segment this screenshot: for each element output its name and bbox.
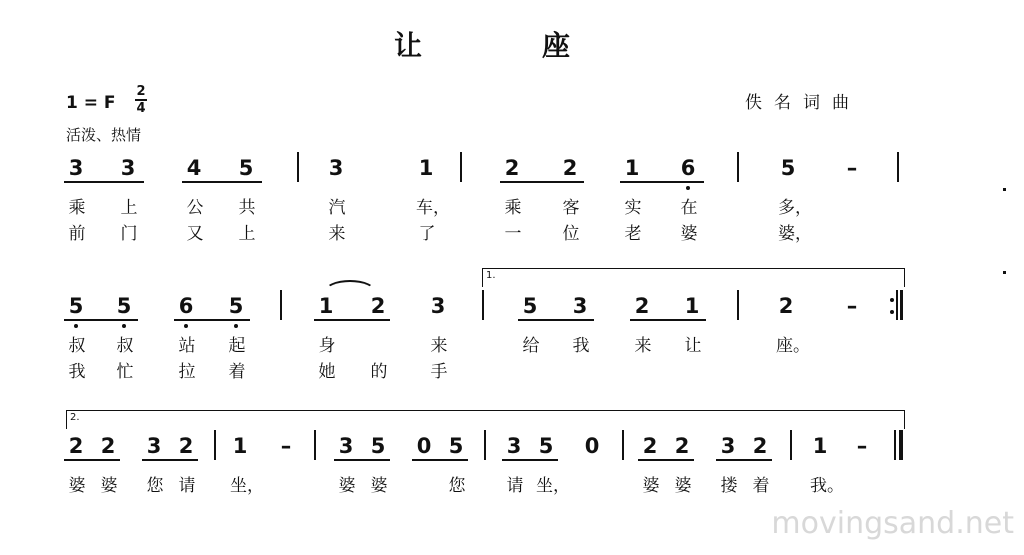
lyric: 婆， <box>778 224 812 244</box>
eighth-underline <box>64 181 144 183</box>
note: 5 <box>68 294 84 318</box>
barline <box>297 152 299 182</box>
note: 3 <box>506 434 522 458</box>
lyric: 共 <box>238 198 256 218</box>
lyric: 车， <box>416 198 450 218</box>
note: 3 <box>68 156 84 180</box>
lyric: 了 <box>418 224 436 244</box>
barline <box>896 290 898 320</box>
note: 2 <box>752 434 768 458</box>
lyric: 实 <box>624 198 642 218</box>
lyric: 门 <box>120 224 138 244</box>
note: 3 <box>328 156 344 180</box>
eighth-underline <box>518 319 594 321</box>
lyric: 老 <box>624 224 642 244</box>
scan-mark <box>1003 271 1006 274</box>
lyric: 一 <box>504 224 522 244</box>
lyric: 请 <box>178 476 196 496</box>
note: 5 <box>448 434 464 458</box>
eighth-underline <box>620 181 704 183</box>
lyric: 给 <box>522 336 540 356</box>
lyric: 乘 <box>68 198 86 218</box>
barline <box>460 152 462 182</box>
note: 3 <box>120 156 136 180</box>
eighth-underline <box>716 459 772 461</box>
low-octave-dot <box>234 324 238 328</box>
eighth-underline <box>314 319 390 321</box>
slur <box>324 280 376 292</box>
note: 2 <box>100 434 116 458</box>
second-ending-bracket <box>66 410 905 429</box>
repeat-dot <box>890 310 894 314</box>
lyric: 起 <box>228 336 246 356</box>
note: 4 <box>186 156 202 180</box>
final-barline <box>899 430 903 460</box>
note: 5 <box>228 294 244 318</box>
lyric: 站 <box>178 336 196 356</box>
lyric: 来 <box>634 336 652 356</box>
barline <box>894 430 896 460</box>
lyric: 叔 <box>116 336 134 356</box>
key-signature: 1 = F <box>66 93 116 113</box>
note: 2 <box>634 294 650 318</box>
lyric: 您 <box>448 476 466 496</box>
lyric: 我。 <box>810 476 844 496</box>
author-credit: 佚名词曲 <box>745 93 861 113</box>
eighth-underline <box>502 459 558 461</box>
title-char-1: 让 <box>394 29 423 62</box>
note: 5 <box>238 156 254 180</box>
lyric: 婆 <box>100 476 118 496</box>
barline <box>314 430 316 460</box>
eighth-underline <box>500 181 584 183</box>
lyric: 的 <box>370 362 388 382</box>
lyric: 手 <box>430 362 448 382</box>
lyric: 前 <box>68 224 86 244</box>
lyric: 婆 <box>680 224 698 244</box>
lyric: 位 <box>562 224 580 244</box>
lyric: 婆 <box>642 476 660 496</box>
repeat-dot <box>890 298 894 302</box>
lyric: 汽 <box>328 198 346 218</box>
title-char-2: 座 <box>542 29 571 62</box>
note: 2 <box>370 294 386 318</box>
barline <box>482 290 484 320</box>
note: 3 <box>572 294 588 318</box>
low-octave-dot <box>74 324 78 328</box>
note: 6 <box>178 294 194 318</box>
lyric: 着 <box>228 362 246 382</box>
note: 2 <box>642 434 658 458</box>
first-ending-bracket <box>482 268 905 287</box>
lyric: 让 <box>684 336 702 356</box>
note: 1 <box>812 434 828 458</box>
barline <box>790 430 792 460</box>
lyric: 我 <box>572 336 590 356</box>
eighth-underline <box>334 459 390 461</box>
barline <box>737 152 739 182</box>
note: 0 <box>416 434 432 458</box>
lyric: 上 <box>120 198 138 218</box>
note: 2 <box>68 434 84 458</box>
eighth-underline <box>182 181 262 183</box>
lyric: 乘 <box>504 198 522 218</box>
barline <box>622 430 624 460</box>
lyric: 我 <box>68 362 86 382</box>
lyric: 请 <box>506 476 524 496</box>
eighth-underline <box>142 459 198 461</box>
repeat-barline <box>900 290 903 320</box>
lyric: 多， <box>778 198 812 218</box>
low-octave-dot <box>122 324 126 328</box>
lyric: 身 <box>318 336 336 356</box>
barline <box>737 290 739 320</box>
dash: – <box>846 294 858 318</box>
eighth-underline <box>64 319 138 321</box>
scan-mark <box>1003 188 1006 191</box>
barline <box>897 152 899 182</box>
note: 5 <box>116 294 132 318</box>
first-ending-label: 1. <box>486 270 496 281</box>
low-octave-dot <box>686 186 690 190</box>
lyric: 搂 <box>720 476 738 496</box>
lyric: 着 <box>752 476 770 496</box>
dash: – <box>856 434 868 458</box>
note: 2 <box>674 434 690 458</box>
lyric: 来 <box>328 224 346 244</box>
note: 3 <box>720 434 736 458</box>
note: 1 <box>624 156 640 180</box>
note: 5 <box>780 156 796 180</box>
low-octave-dot <box>184 324 188 328</box>
lyric: 公 <box>186 198 204 218</box>
barline <box>214 430 216 460</box>
tempo-marking: 活泼、热情 <box>66 126 142 144</box>
eighth-underline <box>64 459 120 461</box>
lyric: 叔 <box>68 336 86 356</box>
lyric: 婆 <box>674 476 692 496</box>
time-signature-top: 2 <box>136 84 146 99</box>
note: 1 <box>418 156 434 180</box>
lyric: 忙 <box>116 362 134 382</box>
second-ending-label: 2. <box>70 412 80 423</box>
note: 3 <box>430 294 446 318</box>
note: 2 <box>562 156 578 180</box>
lyric: 拉 <box>178 362 196 382</box>
lyric: 婆 <box>370 476 388 496</box>
note: 1 <box>318 294 334 318</box>
lyric: 座。 <box>776 336 810 356</box>
note: 3 <box>338 434 354 458</box>
note: 6 <box>680 156 696 180</box>
time-signature-bottom: 4 <box>136 101 146 116</box>
note: 1 <box>684 294 700 318</box>
rest: 0 <box>584 434 600 458</box>
note: 2 <box>178 434 194 458</box>
lyric: 在 <box>680 198 698 218</box>
lyric: 上 <box>238 224 256 244</box>
barline <box>280 290 282 320</box>
eighth-underline <box>174 319 250 321</box>
eighth-underline <box>638 459 694 461</box>
lyric: 坐， <box>230 476 264 496</box>
dash: – <box>846 156 858 180</box>
time-signature <box>134 84 148 116</box>
watermark: movingsand.net <box>771 506 1014 541</box>
eighth-underline <box>630 319 706 321</box>
lyric: 来 <box>430 336 448 356</box>
note: 1 <box>232 434 248 458</box>
note: 3 <box>146 434 162 458</box>
lyric: 婆 <box>68 476 86 496</box>
lyric: 又 <box>186 224 204 244</box>
note: 2 <box>778 294 794 318</box>
note: 5 <box>522 294 538 318</box>
note: 5 <box>538 434 554 458</box>
lyric: 客 <box>562 198 580 218</box>
lyric: 您 <box>146 476 164 496</box>
note: 5 <box>370 434 386 458</box>
lyric: 坐， <box>536 476 570 496</box>
note: 2 <box>504 156 520 180</box>
barline <box>484 430 486 460</box>
lyric: 婆 <box>338 476 356 496</box>
eighth-underline <box>412 459 468 461</box>
dash: – <box>280 434 292 458</box>
lyric: 她 <box>318 362 336 382</box>
